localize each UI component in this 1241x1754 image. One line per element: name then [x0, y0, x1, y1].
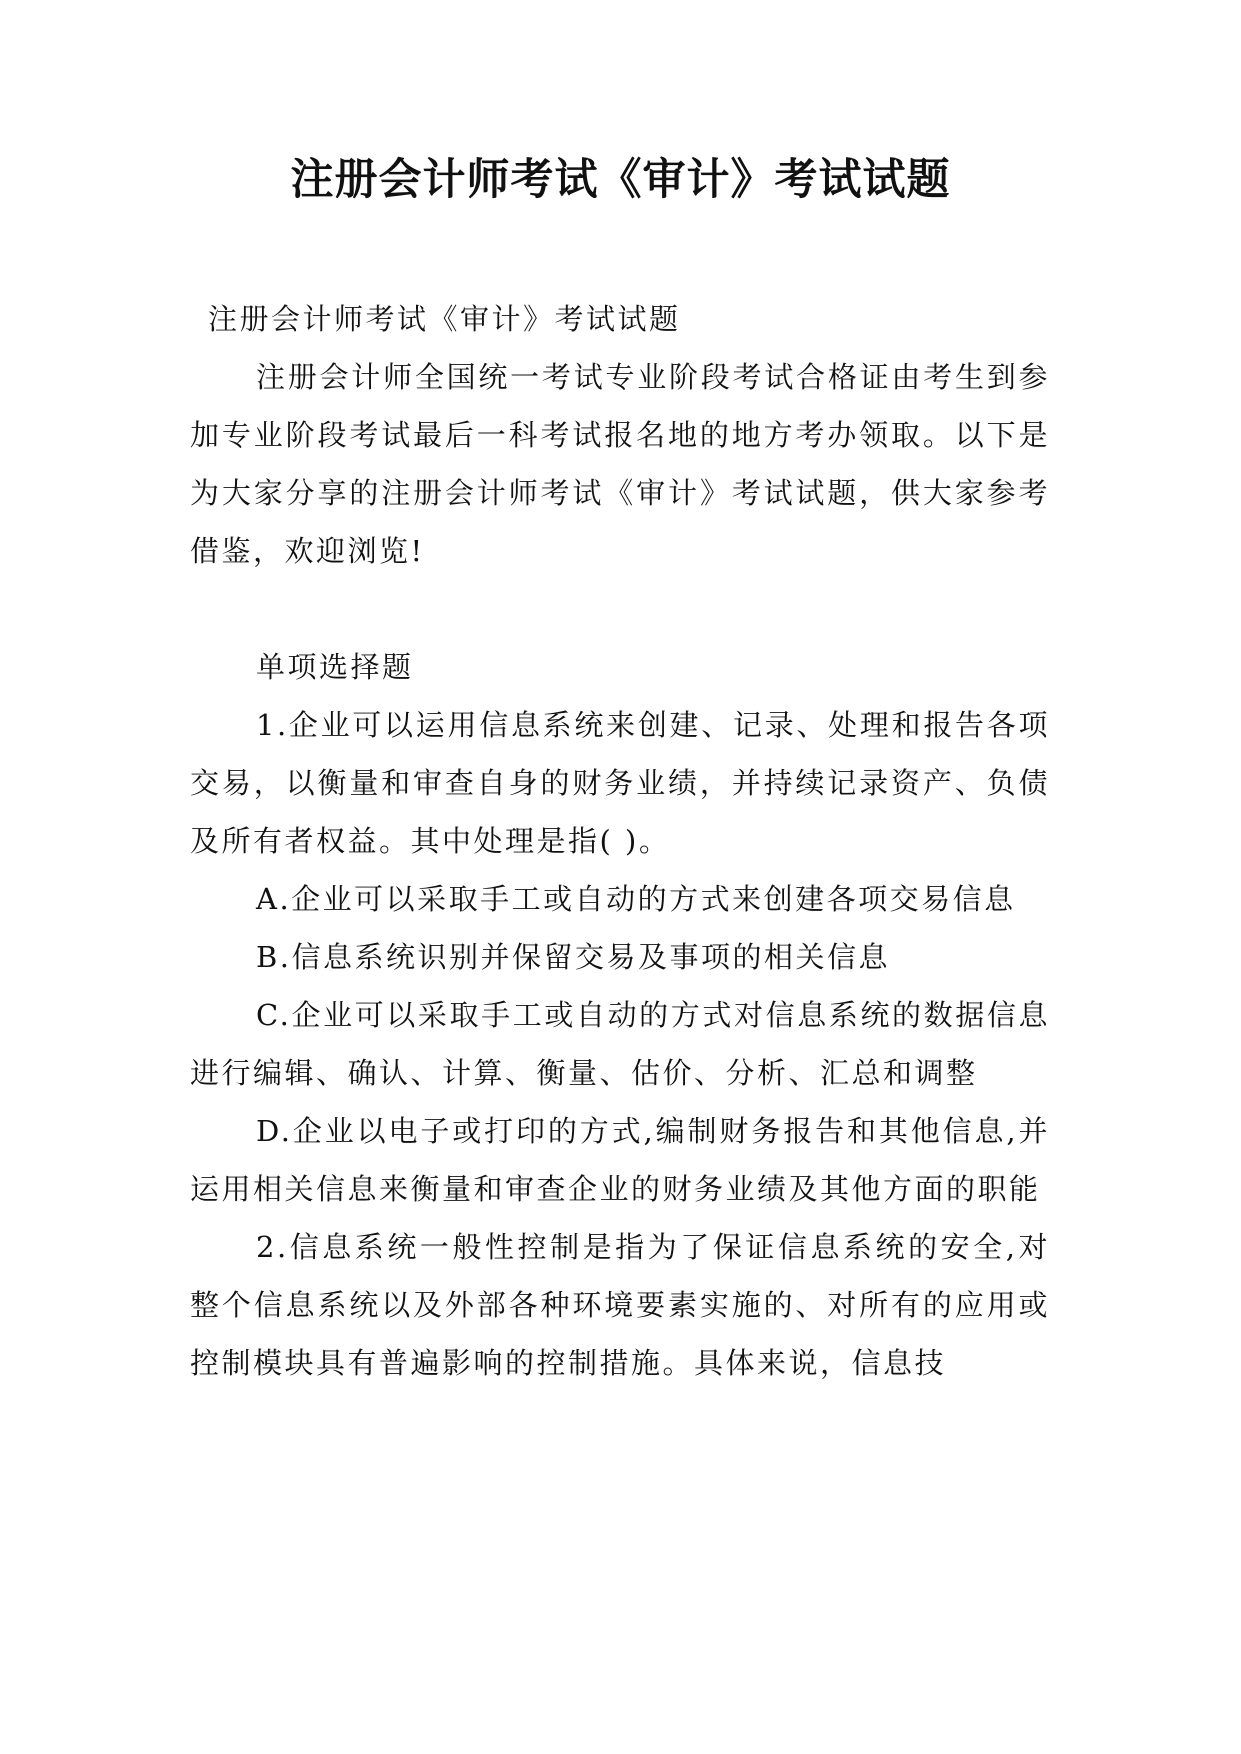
question-1-option-a: A.企业可以采取手工或自动的方式来创建各项交易信息: [256, 882, 1016, 916]
question-1-option-d: D.企业以电子或打印的方式,编制财务报告和其他信息,并运用相关信息来衡量和审查企业的财务业绩及其他方面的职能: [190, 1114, 1050, 1206]
paragraph-gap: [190, 580, 1050, 638]
question-1-option-c: C.企业可以采取手工或自动的方式对信息系统的数据信息进行编辑、确认、计算、衡量、估价、分析、汇总和调整: [190, 998, 1050, 1090]
question-1-option-b: B.信息系统识别并保留交易及事项的相关信息: [256, 940, 891, 974]
document-body: [190, 290, 1050, 1392]
intro-paragraph: 注册会计师全国统一考试专业阶段考试合格证由考生到参加专业阶段考试最后一科考试报名地的地方考办领取。以下是为大家分享的注册会计师考试《审计》考试试题，供大家参考借鉴，欢迎浏览!: [190, 360, 1050, 568]
question-1-stem: 1.企业可以运用信息系统来创建、记录、处理和报告各项交易，以衡量和审查自身的财务业绩，并持续记录资产、负债及所有者权益。其中处理是指( )。: [190, 708, 1050, 858]
document-title: 注册会计师考试《审计》考试试题: [290, 155, 951, 205]
question-2-stem: 2.信息系统一般性控制是指为了保证信息系统的安全,对整个信息系统以及外部各种环境要素实施的、对所有的应用或控制模块具有普遍影响的控制措施。具体来说，信息技: [190, 1230, 1050, 1380]
document-subtitle: 注册会计师考试《审计》考试试题: [208, 302, 681, 336]
section-heading: 单项选择题: [256, 650, 414, 684]
